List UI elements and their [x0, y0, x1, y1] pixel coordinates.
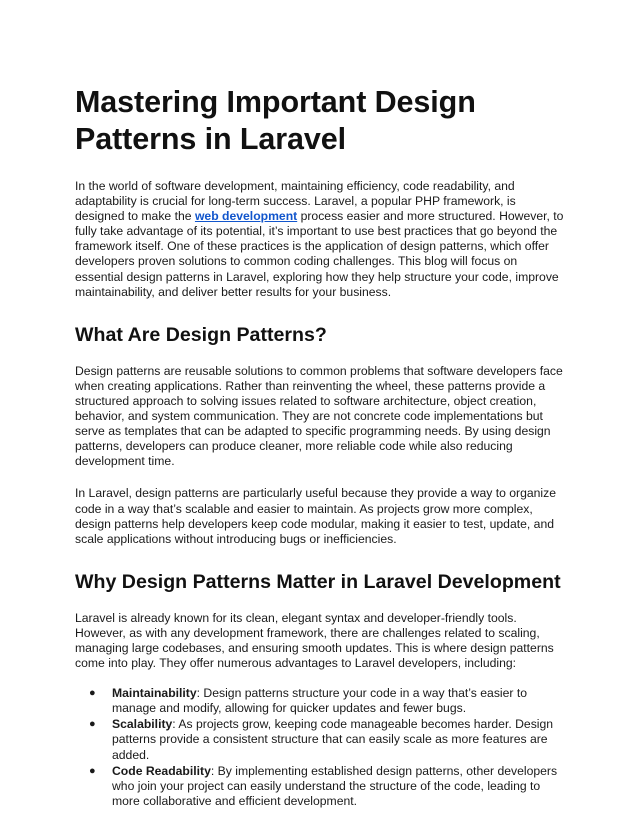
bullet-icon: ●	[89, 718, 96, 731]
list-item-text: : As projects grow, keeping code manageable becomes harder. Design patterns provide a consistent structure that can easily scale as more features are added.	[112, 717, 554, 762]
section2-paragraph-1: Laravel is already known for its clean, elegant syntax and developer-friendly tools. However, as with any development framework, there are challenges related to scaling, managing large codebases, and ensuring smooth updates. This is where design patterns come into play. They offer numerous advantages to Laravel developers, including:	[75, 610, 554, 671]
web-development-link[interactable]: web development	[194, 209, 298, 224]
section-heading-what-are-design-patterns: What Are Design Patterns?	[75, 323, 327, 346]
bullet-icon: ●	[89, 687, 96, 700]
list-item	[89, 686, 565, 716]
list-item-term: Maintainability	[112, 686, 197, 701]
section1-paragraph-1: Design patterns are reusable solutions to common problems that software developers face when creating applications. Rather than reinventing the wheel, these patterns provide a structured approach to solving issues related to software architecture, object creation, behavior, and system communication. They are not concrete code implementations but serve as templates that can be adapted to specific programming needs. By using design patterns, developers can produce cleaner, more reliable code while also reducing development time.	[75, 363, 563, 469]
page-title: Mastering Important Design Patterns in Laravel	[75, 85, 476, 156]
list-item-term: Scalability	[112, 717, 173, 732]
list-item	[89, 763, 565, 809]
document-page	[75, 84, 565, 810]
list-item-term: Code Readability	[112, 763, 211, 778]
list-item-text: : By implementing established design patterns, other developers who join your project can easily understand the structure of the code, leading to more collaborative and efficient development.	[112, 763, 558, 808]
intro-text-before-link: In the world of software development, maintaining efficiency, code readability, and adaptability is crucial for long-term success. Laravel, a popular PHP framework, is designed to make the	[75, 179, 516, 224]
section1-paragraph-2: In Laravel, design patterns are particularly useful because they provide a way to organize code in a way that’s scalable and easier to maintain. As projects grow more complex, design patterns help developers keep code modular, making it easier to test, update, and scale applications without introducing bugs or inefficiencies.	[75, 486, 557, 546]
intro-paragraph	[75, 179, 565, 300]
list-item	[89, 717, 565, 762]
advantages-list	[75, 686, 565, 809]
list-item-text: : Design patterns structure your code in a way that’s easier to manage and modify, allowing for quicker updates and fewer bugs.	[112, 686, 528, 716]
intro-text-after-link: process easier and more structured. However, to fully take advantage of its potential, it’s important to use best practices that go beyond the framework itself. One of these practices is the application of design patterns, which offer developers proven solutions to common coding challenges. This blog will focus on essential design patterns in Laravel, exploring how they help structure your code, improve maintainability, and deliver better results for your business.	[75, 209, 564, 299]
section-heading-why-design-patterns-matter: Why Design Patterns Matter in Laravel Development	[75, 570, 561, 593]
bullet-icon: ●	[89, 764, 96, 777]
